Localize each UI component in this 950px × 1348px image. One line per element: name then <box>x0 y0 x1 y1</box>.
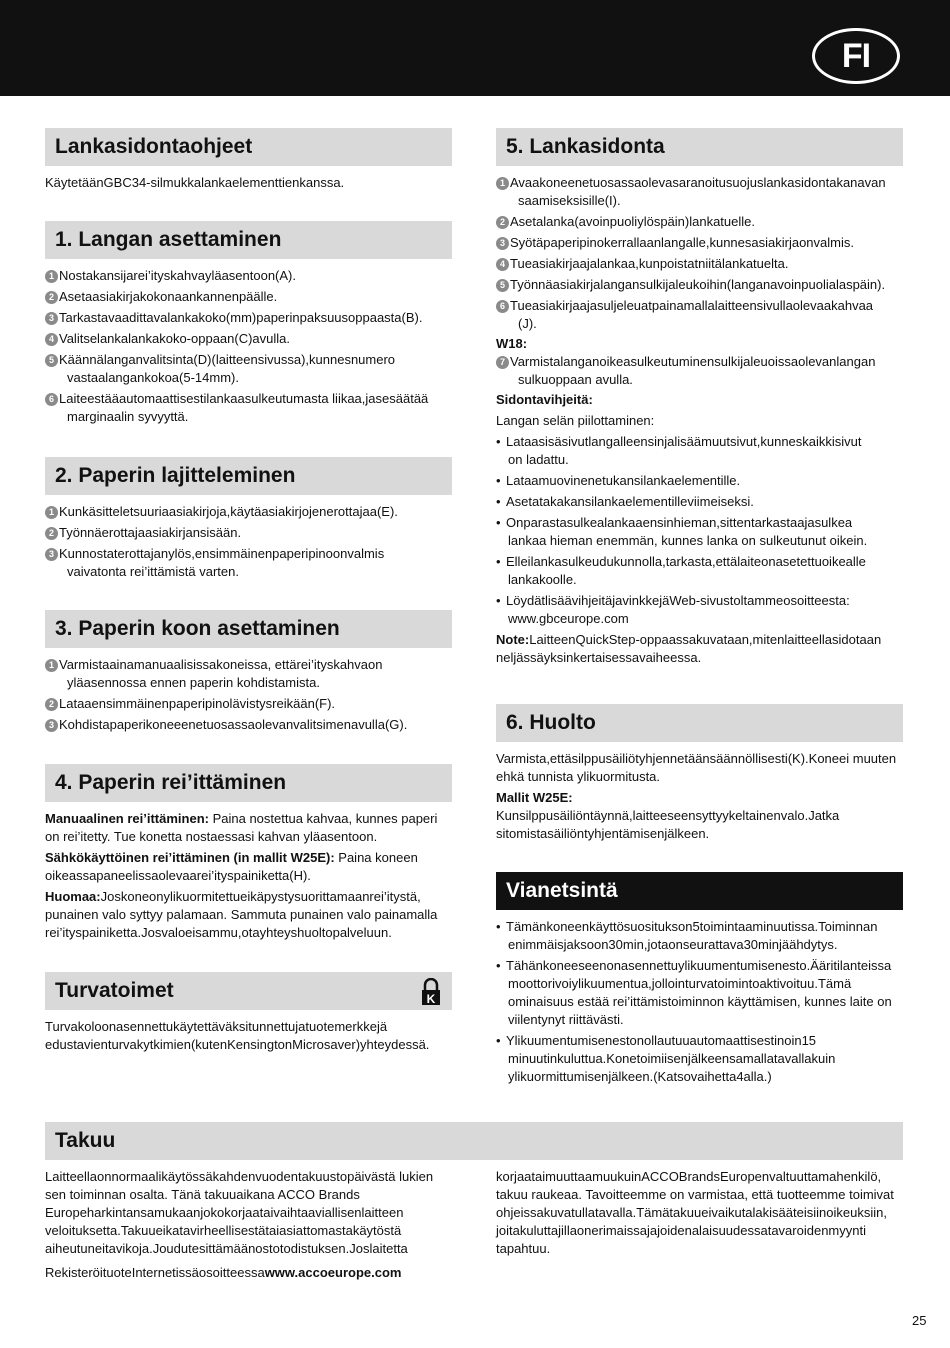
note-text: Huomaa:Joskoneonylikuormitettueikäpystysuorittamaanrei’itystä, punainen valo syttyy palamaan. Sammuta punainen valo painamalla rei’ityspainiketta.Josvaloeisammu,otayhteyshuoltopalveluun. <box>45 889 438 940</box>
step-item: 2 Lataaensimmäinenpaperipinolävistysreikään(F). <box>45 695 452 713</box>
step-number-icon: 5 <box>45 354 58 367</box>
bullet-icon: • <box>496 515 501 530</box>
list-item: • Lataamuovinenetukansilankaelementille. <box>496 473 741 488</box>
step-item: 5 Työnnäasiakirjalangansulkijaleukoihin(langanavoinpuolialaspäin). <box>496 276 903 294</box>
step-number-icon: 3 <box>45 548 58 561</box>
step-item: 5 Käännälanganvalitsinta(D)(laitteensivussa),kunnesnumero vastaalangankokoa(5-14mm). <box>45 351 452 387</box>
warranty-text: korjaataimuuttaamuukuinACCOBrandsEuropenvaltuuttamahenkilö, takuu raukeaa. Tavoitteemme on varmistaa, että tuotteemme toimivat ohjeissakuvatullatavalla.Tämätakuueivaikutalakisääteisiinoikeuksiin, joitakuluttajillaonerimaissajajoidenalaisuudessatavaroidenmyynti tapahtuu. <box>496 1169 894 1256</box>
section-troubleshooting <box>496 872 903 1086</box>
step-item: 1 Nostakansijarei’ityskahvayläasentoon(A). <box>45 267 452 285</box>
section-text: Turvakoloonasennettukäytettäväksitunnettujatuotemerkkejä edustavienturvakytkimien(kutenKensingtonMicrosaver)yhteydessä. <box>45 1019 430 1052</box>
step-number-icon: 3 <box>45 719 58 732</box>
section-text: Varmista,ettäsilppusäiliötyhjennetäänsäännöllisesti(K).Koneei muuten ehkä tunnista ylikuormitusta. <box>496 751 897 784</box>
section-title: 1. Langan asettaminen <box>45 221 452 259</box>
list-item: • Tähänkoneeseenonasennettuylikuumentumisenesto.Ääritilanteissa moottorivoiylikuumentua,jollointurvatoimintoaktivoituu.Tämä ominaisuus estää rei’ittämistoiminnon käyttämisen, kunnes laite on viilentynyt riittävästi. <box>496 958 892 1027</box>
list-item: • Ylikuumentumisenestonollautuuautomaattisestinoin15 minuutinkuluttua.Konetoimiisenjälkeensamallatavallakuin ylikuormittumisenjälkeen.(Katsovaihetta4alla.) <box>496 1033 836 1084</box>
step-number-icon: 2 <box>45 698 58 711</box>
list-item: • Elleilankasulkeudukunnolla,tarkasta,ettälaiteonasetettuoikealle lankakoolle. <box>496 554 866 587</box>
list-item: • LöydätlisäävihjeitäjavinkkejäWeb-sivustoltammeosoitteesta: www.gbceurope.com <box>496 593 850 626</box>
warranty-text: Laitteellaonnormaalikäytössäkahdenvuodentakuustopäivästä lukien sen toiminnan osalta. Tänä takuuaikana ACCO Brands Europeharkintansamukaanjokokorjaataivaihtaaviallisenlaitteen veloituksetta.Takuueikatavirheellisestätaiasiattomastakäytöstä aiheutuneitavikoja.Joudutesittämäänostotodistuksen.Joslaitetta <box>45 1169 434 1256</box>
step-number-icon: 2 <box>45 527 58 540</box>
section-binding <box>496 128 903 667</box>
bullet-icon: • <box>496 434 501 449</box>
step-number-icon: 1 <box>45 659 58 672</box>
note-text: Note:LaitteenQuickStep-oppaassakuvataan,mitenlaitteellasidotaan neljässäyksinkertaisessavaiheessa. <box>496 632 882 665</box>
step-item: 2 Asetalanka(avoinpuoliylöspäin)lankatuelle. <box>496 213 903 231</box>
section-maintenance <box>496 704 903 843</box>
models-label: Mallit W25E: <box>496 790 573 805</box>
section-paper-size <box>45 610 452 734</box>
step-item: 1 Varmistaainamanuaalisissakoneissa, ettärei’ityskahvaon yläasennossa ennen paperin kohdistamista. <box>45 656 452 692</box>
tips-list <box>496 433 903 628</box>
step-item: 3 Syötäpaperipinokerrallaanlangalle,kunnesasiakirjaonvalmis. <box>496 234 903 252</box>
step-number-icon: 1 <box>45 270 58 283</box>
page-number: 25 <box>912 1313 927 1328</box>
w18-label: W18: <box>496 336 528 351</box>
manual-punching-text: Manuaalinen rei’ittäminen: Paina nostettua kahvaa, kunnes paperi on rei’itetty. Tue konetta nostaessasi kahvan yläasentoon. <box>45 811 438 844</box>
step-number-icon: 7 <box>496 356 509 369</box>
step-number-icon: 6 <box>45 393 58 406</box>
section-title: Vianetsintä <box>496 872 903 910</box>
section-title: 6. Huolto <box>496 704 903 742</box>
step-list <box>45 503 452 581</box>
registration-text: RekisteröituoteInternetissäosoitteessawww.accoeurope.com <box>45 1265 402 1280</box>
bullet-icon: • <box>496 1033 501 1048</box>
section-text: KäytetäänGBC34-silmukkalankaelementtienkanssa. <box>45 175 345 190</box>
section-warranty <box>45 1122 903 1160</box>
step-item: 1 Kunkäsitteletsuuriaasiakirjoja,käytäasiakirjojenerottajaa(E). <box>45 503 452 521</box>
section-security <box>45 972 452 1054</box>
left-column <box>45 128 452 192</box>
step-list <box>45 656 452 734</box>
top-banner <box>0 0 950 96</box>
section-sorting <box>45 457 452 581</box>
step-number-icon: 6 <box>496 300 509 313</box>
step-number-icon: 3 <box>45 312 58 325</box>
step-list <box>496 174 903 333</box>
step-item: 3 Kohdistapaperikoneeenetuosassaolevanvalitsimenavulla(G). <box>45 716 452 734</box>
section-title: Takuu <box>45 1122 903 1160</box>
section-title: 4. Paperin rei’ittäminen <box>45 764 452 802</box>
section-title: 2. Paperin lajitteleminen <box>45 457 452 495</box>
step-number-icon: 4 <box>496 258 509 271</box>
section-punching <box>45 764 452 942</box>
warranty-left-column <box>45 1168 452 1282</box>
bullet-icon: • <box>496 473 501 488</box>
bullet-icon: • <box>496 958 501 973</box>
step-item: 1 Avaakoneenetuosassaolevasaranoitusuojuslankasidontakanavan saamiseksisille(I). <box>496 174 903 210</box>
list-item: • Onparastasulkealankaaensinhieman,sittentarkastaajasulkea lankaa hieman enemmän, kunnes lanka on sulkeutunut oikein. <box>496 515 868 548</box>
step-item: 2 Asetaasiakirjakokonaankannenpäälle. <box>45 288 452 306</box>
bullet-icon: • <box>496 554 501 569</box>
tips-intro: Langan selän piilottaminen: <box>496 413 655 428</box>
warranty-right-column <box>496 1168 903 1258</box>
step-number-icon: 5 <box>496 279 509 292</box>
section-title: Lankasidontaohjeet <box>45 128 452 166</box>
step-item: 2 Työnnäerottajaasiakirjansisään. <box>45 524 452 542</box>
section-title: Turvatoimet K <box>45 972 452 1010</box>
step-item: 3 Kunnostaterottajanylös,ensimmäinenpaperipinoonvalmis vaivatonta rei’ittämistä varten. <box>45 545 452 581</box>
list-item: • Lataasisäsivutlangalleensinjalisäämuutsivut,kunneskaikkisivut on ladattu. <box>496 434 862 467</box>
step-item: 4 Tueasiakirjaajalankaa,kunpoistatniitälankatuelta. <box>496 255 903 273</box>
step-list <box>45 267 452 426</box>
tips-label: Sidontavihjeitä: <box>496 392 593 407</box>
section-threading <box>45 221 452 426</box>
step-item: 3 Tarkastavaadittavalankakoko(mm)paperinpaksuusoppaasta(B). <box>45 309 452 327</box>
step-number-icon: 1 <box>45 506 58 519</box>
troubleshooting-list <box>496 918 903 1086</box>
step-number-icon: 1 <box>496 177 509 190</box>
bullet-icon: • <box>496 494 501 509</box>
bullet-icon: • <box>496 593 501 608</box>
language-badge: FI <box>812 28 900 84</box>
step-number-icon: 4 <box>45 333 58 346</box>
electric-punching-text: Sähkökäyttöinen rei’ittäminen (in mallit W25E): Paina koneen oikeassapaneelissaolevaarei’ityspainiketta(H). <box>45 850 418 883</box>
step-number-icon: 3 <box>496 237 509 250</box>
step-number-icon: 2 <box>45 291 58 304</box>
models-text: Kunsilppusäiliöntäynnä,laitteeseensyttyykeltainenvalo.Jatka sitomistasäiliöntyhjentämisenjälkeen. <box>496 808 840 841</box>
section-title: 5. Lankasidonta <box>496 128 903 166</box>
step-item: 6 Tueasiakirjaajasuljeleuatpainamallalaitteensivullaolevaakahvaa (J). <box>496 297 903 333</box>
step-item: 4 Valitselankalankakoko-oppaan(C)avulla. <box>45 330 452 348</box>
step-item: 7 Varmistalanganoikeasulkeutuminensulkijaleuoissaolevanlangan sulkuoppaan avulla. <box>496 353 903 389</box>
section-title: 3. Paperin koon asettaminen <box>45 610 452 648</box>
list-item: • Tämänkoneenkäyttösuositukson5toimintaaminuutissa.Toiminnan enimmäisjaksoon30min,jotaonseurattava30minjäähdytys. <box>496 919 878 952</box>
bullet-icon: • <box>496 919 501 934</box>
list-item: • Asetatakakansilankaelementilleviimeiseksi. <box>496 494 754 509</box>
kensington-lock-icon <box>420 978 442 1006</box>
step-number-icon: 2 <box>496 216 509 229</box>
svg-text:K: K <box>426 992 436 1006</box>
step-item: 6 Laiteestääautomaattisestilankaasulkeutumasta liikaa,jasesäätää marginaalin syvyyttä. <box>45 390 452 426</box>
registration-link[interactable]: www.accoeurope.com <box>264 1265 402 1280</box>
